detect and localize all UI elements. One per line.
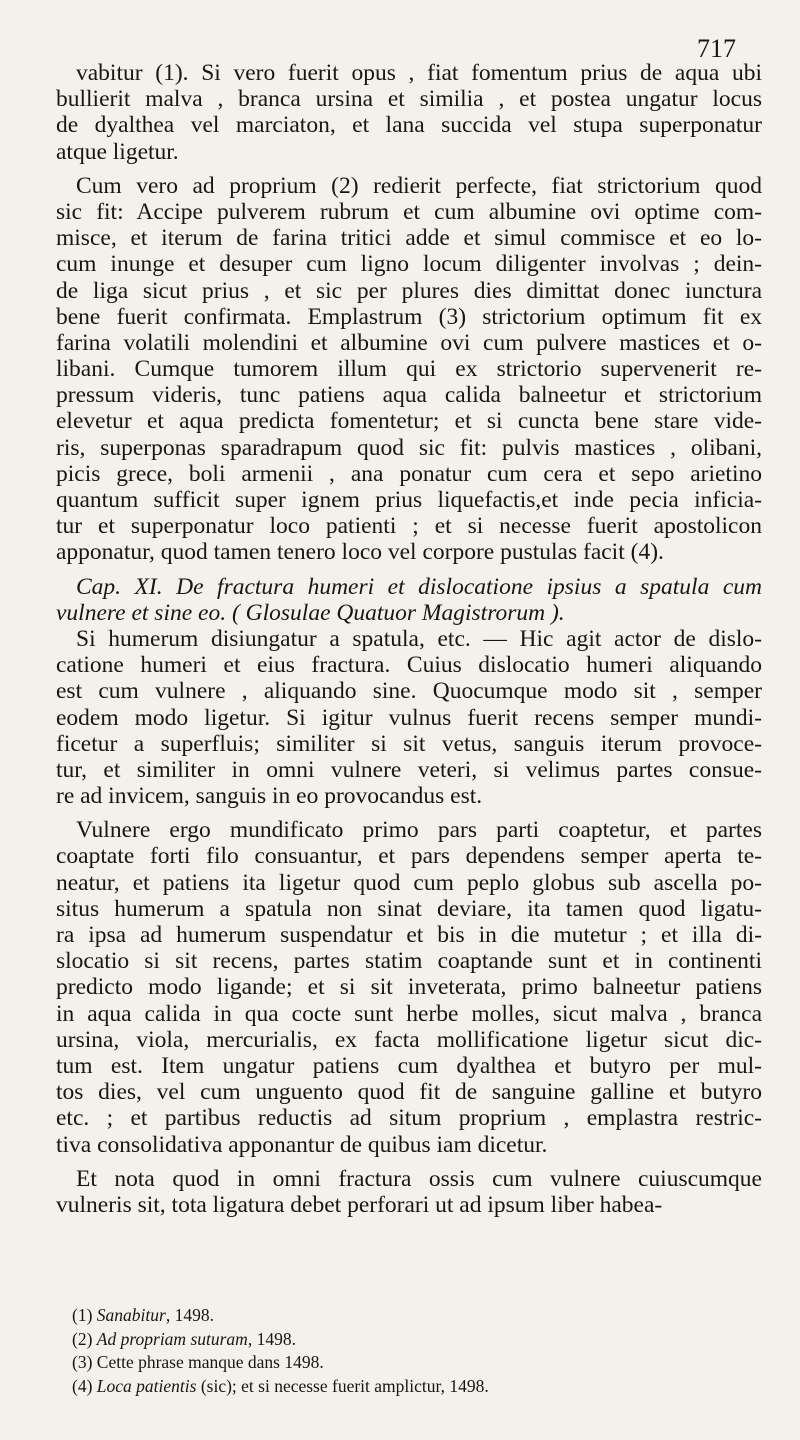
text-line: tur, et similiter in omni vulnere veteri, si velimus partes consue- [56,756,762,783]
text-line: Si humerum disiungatur a spatula, etc. — Hic agit actor de dislo- [76,625,762,652]
text-line: Et nota quod in omni fractura ossis cum vulnere cuiuscumque [76,1165,762,1192]
body-text [56,60,762,1218]
text-line: neatur, et patiens ita ligetur quod cum peplo globus sub ascella po- [56,869,762,896]
text-line: bene fuerit confirmata. Emplastrum (3) strictorium optimum fit ex [56,303,762,330]
text-line: quantum sufficit super ignem prius liquefactis,et inde pecia inficia- [56,487,762,513]
text-line: de liga sicut prius , et sic per plures dies dimittat donec iunctura [56,277,762,304]
text-line: tos dies, vel cum unguento quod fit de sanguine galline et butyro [56,1079,762,1106]
paragraph-gap [56,1158,762,1166]
text-line: eodem modo ligetur. Si igitur vulnus fuerit recens semper mundi- [56,704,762,731]
text-line: ursina, viola, mercurialis, ex facta mollificatione ligetur sicut dic- [56,1026,762,1053]
text-line: vulneris sit, tota ligatura debet perforari ut ad ipsum liber habea- [56,1191,663,1218]
text-line: tiva consolidativa apponantur de quibus iam dicetur. [56,1131,548,1158]
footnote [72,1375,762,1399]
text-line: ra ipsa ad humerum suspendatur et bis in die mutetur ; et illa di- [56,922,762,948]
text-line: etc. ; et partibus reductis ad situm proprium , emplastra restric- [56,1105,762,1132]
text-line: pressum videris, tunc patiens aqua calida balneetur et strictorium [56,382,762,409]
footnotes [72,1304,762,1398]
text-line: apponatur, quod tamen tenero loco vel corpore pustulas facit (4). [56,539,664,566]
footnote [72,1304,762,1328]
text-line: farina volatili molendini et albumine ovi cum pulvere mastices et o- [56,329,762,356]
text-line: Cap. XI. De fractura humeri et dislocatione ipsius a spatula cum [76,573,762,600]
footnote-mark: (2) [72,1328,97,1349]
text-line: est cum vulnere , aliquando sine. Quocumque modo sit , semper [56,678,762,705]
text-line: sic fit: Accipe pulverem rubrum et cum albumine ovi optime com- [56,198,762,225]
text-line: slocatio si sit recens, partes statim coaptande sunt et in continenti [56,948,762,975]
text-line: de dyalthea vel marciaton, et lana succida vel stupa superponatur [56,112,762,139]
text-line: coaptate forti filo consuantur, et pars dependens semper aperta te- [56,843,762,870]
text-line: catione humeri et eius fractura. Cuius dislocatio humeri aliquando [56,652,762,679]
text-line: tum est. Item ungatur patiens cum dyalthea et butyro per mul- [56,1052,762,1079]
footnote-text: , 1498. [247,1328,296,1349]
text-line: atque ligetur. [56,138,179,165]
page-number: 717 [697,34,736,63]
footnote-text: (sic); et si necesse fuerit amplictur, 1498. [196,1375,489,1396]
footnote-mark: (3) [72,1352,97,1372]
paragraph [56,173,762,566]
paragraph [56,60,762,165]
footnote-text: , 1498. [165,1305,214,1325]
text-line: vabitur (1). Si vero fuerit opus , fiat fomentum prius de aqua ubi [76,60,762,86]
text-line: vulnere et sine eo. ( Glosulae Quatuor Magistrorum ). [56,599,565,626]
text-line: situs humerum a spatula non sinat deviare, ita tamen quod ligatu- [56,895,762,922]
chapter-heading [56,574,762,626]
footnote-italic: Sanabitur [96,1305,166,1325]
text-line: misce, et iterum de farina tritici adde et simul commisce et eo lo- [56,225,762,252]
text-line: re ad invicem, sanguis in eo provocandus est. [56,783,483,810]
paragraph [56,626,762,809]
text-line: libani. Cumque tumorem illum qui ex strictorio supervenerit re- [56,356,762,383]
text-line: ficetur a superfluis; similiter si sit vetus, sanguis iterum provoce- [56,730,762,757]
text-line: cum inunge et desuper cum ligno locum diligenter involvas ; dein- [56,251,762,278]
footnote-italic: Loca patientis [96,1375,197,1396]
text-line: predicto modo ligande; et si sit inveterata, primo balneetur patiens [56,974,762,1001]
paragraph [56,1166,762,1218]
text-line: bullierit malva , branca ursina et similia , et postea ungatur locus [56,86,762,113]
text-line: picis grece, boli armenii , ana ponatur cum cera et sepo arietino [56,460,762,487]
footnote [72,1351,762,1375]
text-line: tur et superponatur loco patienti ; et si necesse fuerit apostolicon [56,513,762,540]
footnote-mark: (4) [72,1375,97,1396]
text-line: Cum vero ad proprium (2) redierit perfecte, fiat strictorium quod [76,172,762,199]
paragraph [56,817,762,1157]
footnote [72,1328,762,1352]
footnote-mark: (1) [72,1305,97,1325]
text-line: Vulnere ergo mundificato primo pars parti coaptetur, et partes [76,817,762,844]
paragraph-gap [56,165,762,173]
text-line: in aqua calida in qua cocte sunt herbe molles, sicut malva , branca [56,1000,762,1027]
text-line: ris, superponas sparadrapum quod sic fit: pulvis mastices , olibani, [56,434,762,461]
footnote-text: Cette phrase manque dans 1498. [96,1352,324,1372]
text-line: elevetur et aqua predicta fomentetur; et si cuncta bene stare vide- [56,408,762,435]
paragraph-gap [56,566,762,574]
footnote-italic: Ad propriam suturam [96,1328,248,1349]
paragraph-gap [56,809,762,817]
